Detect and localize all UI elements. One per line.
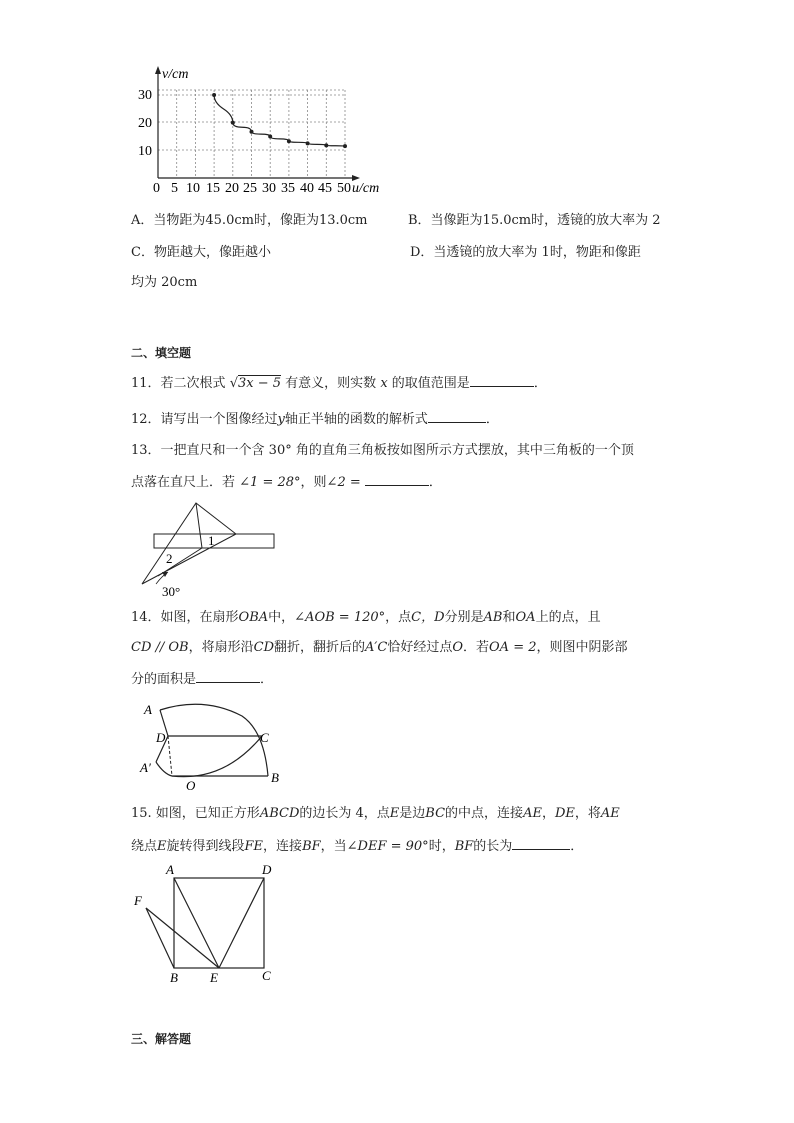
q14-angle: ∠AOB = 120° (294, 610, 386, 625)
q14-text: ．若 (463, 640, 490, 655)
q14-o: O (452, 640, 463, 655)
sector-arc-ab (160, 704, 268, 776)
q14-text: 上的点，且 (535, 610, 601, 625)
q12-end: ． (485, 412, 499, 427)
question-14-line1 (131, 608, 601, 628)
q14-text: 分别是 (444, 610, 484, 625)
q11-var: x (380, 376, 388, 391)
q12-answer-blank[interactable] (428, 408, 486, 423)
x-tick-10: 10 (186, 181, 200, 196)
seg-f-e (146, 908, 219, 968)
q15-text: 的中点，连接 (445, 806, 524, 821)
q12-text: 12．请写出一个图像经过 (131, 412, 278, 427)
q15-e2: E (157, 839, 167, 854)
q13-answer-blank[interactable] (365, 471, 429, 486)
q11-text-mid: 有意义，则实数 (285, 376, 377, 391)
q14-text: 14．如图，在扇形 (131, 610, 239, 625)
q14-text: ，点 (385, 610, 412, 625)
option-d-cont: 均为 20cm (131, 275, 198, 290)
q14-text: 翻折，翻折后的 (274, 640, 366, 655)
sector-figure (134, 696, 294, 796)
q15-text: ，将 (574, 806, 601, 821)
q14-text: 分的面积是 (131, 672, 197, 687)
x-tick-20: 20 (225, 181, 239, 196)
q11-text-post: 的取值范围是 (391, 376, 470, 391)
data-point-7 (343, 144, 347, 148)
q15-text: 旋转得到线段 (166, 839, 245, 854)
data-point-4 (287, 139, 291, 143)
data-point-6 (324, 143, 328, 147)
fig14-label-b: B (271, 770, 279, 785)
fig13-label-2: 2 (166, 551, 173, 566)
q15-square: ABCD (259, 806, 300, 821)
q15-answer-blank[interactable] (512, 835, 570, 850)
data-point-2 (250, 130, 254, 134)
fig15-label-b: B (170, 970, 178, 985)
question-14-line2 (131, 638, 628, 658)
x-tick-25: 25 (243, 181, 257, 196)
q15-ae: AE (523, 806, 542, 821)
q15-text: 绕点 (131, 839, 158, 854)
fig14-label-o: O (186, 778, 196, 793)
x-tick-45: 45 (318, 181, 332, 196)
x-tick-35: 35 (281, 181, 295, 196)
q12-text-post: 轴正半轴的函数的解析式 (284, 412, 428, 427)
q14-answer-blank[interactable] (196, 668, 260, 683)
q13-end: ． (428, 475, 442, 490)
q14-arc2: A′C (365, 640, 388, 655)
question-15-line2 (131, 835, 583, 857)
y-axis-label: v/cm (162, 67, 189, 82)
x-tick-40: 40 (300, 181, 314, 196)
q15-fe: FE (244, 839, 264, 854)
square-abcd (174, 878, 264, 968)
q13-angle1: ∠1 = 28° (239, 475, 301, 490)
folded-arc (156, 736, 262, 777)
q11-answer-blank[interactable] (470, 372, 534, 387)
seg-d-e (219, 878, 264, 968)
data-point-5 (306, 141, 310, 145)
q14-parallel: CD // OB (131, 640, 189, 655)
q13-angle2: ∠2 = (326, 475, 361, 490)
fig14-label-aprime: A′ (140, 760, 151, 775)
q15-de: DE (554, 806, 575, 821)
q15-text: 15. 如图，已知正方形 (131, 806, 260, 821)
option-b: B．当像距为15.0cm时，透镜的放大率为 2 (408, 213, 661, 228)
y-axis-arrow (155, 66, 161, 74)
seg-a-e (174, 878, 219, 968)
question-13-line2 (131, 471, 442, 493)
sqrt-sign: √ (229, 376, 238, 391)
q15-end: ． (570, 839, 584, 854)
option-a: A．当物距为45.0cm时，像距为13.0cm (131, 213, 368, 228)
lens-graph (130, 60, 400, 200)
option-c: C．物距越大，像距越小 (131, 245, 271, 260)
q14-end: ． (260, 672, 274, 687)
q15-text: 的边长为 4，点 (299, 806, 390, 821)
ruler-triangle-figure (138, 500, 283, 600)
fig15-label-a: A (166, 862, 174, 877)
q15-text: ， (541, 806, 555, 821)
q13-text: 点落在直尺上．若 (131, 475, 236, 490)
seg-f-b (146, 908, 174, 968)
q15-bf2: BF (454, 839, 474, 854)
q14-points: C，D (411, 610, 445, 625)
q14-text: 中， (268, 610, 295, 625)
triangle-inner (158, 548, 202, 576)
fig13-label-30: 30° (162, 584, 181, 599)
fig15-label-d: D (262, 862, 272, 877)
q14-text: 和 (502, 610, 516, 625)
option-d: D．当透镜的放大率为 1时，物距和像距 (410, 245, 641, 260)
fig14-label-d: D (156, 730, 166, 745)
x-axis-label: u/cm (352, 181, 380, 196)
fig15-label-f: F (134, 893, 142, 908)
q15-e: E (389, 806, 400, 821)
question-11 (131, 372, 547, 394)
question-15-line1 (131, 804, 620, 824)
x-tick-15: 15 (206, 181, 220, 196)
section-3-title: 三、解答题 (131, 1032, 192, 1046)
q14-oa: OA = 2 (489, 640, 537, 655)
seg-d-o-dashed (168, 736, 172, 776)
data-point-0 (212, 93, 216, 97)
q15-text: ，连接 (263, 839, 303, 854)
fig15-label-c: C (262, 968, 271, 983)
y-tick-30: 30 (138, 88, 152, 103)
q14-text: ，将扇形沿 (188, 640, 254, 655)
q15-text: ，当 (320, 839, 347, 854)
q14-text: ，则图中阴影部 (536, 640, 628, 655)
grid (158, 90, 345, 178)
q15-ae2: AE (600, 806, 620, 821)
radicand: 3x − 5 (237, 376, 282, 391)
square-figure (130, 860, 280, 985)
q15-text: 时， (428, 839, 455, 854)
q12-var: y (277, 412, 285, 427)
data-point-1 (231, 121, 235, 125)
q15-bf: BF (302, 839, 321, 854)
q15-bc: BC (425, 806, 446, 821)
origin-label: 0 (153, 181, 160, 196)
q11-end: ． (533, 376, 547, 391)
q14-arc: AB (483, 610, 503, 625)
section-2-title: 二、填空题 (131, 346, 192, 360)
question-14-line3 (131, 668, 273, 690)
data-point-3 (268, 135, 272, 139)
y-tick-20: 20 (138, 116, 152, 131)
q14-text: 恰好经过点 (387, 640, 453, 655)
fig14-label-c: C (260, 730, 269, 745)
q15-angle: ∠DEF = 90° (346, 839, 429, 854)
q14-seg: OA (515, 610, 536, 625)
x-tick-50: 50 (337, 181, 351, 196)
question-13-line1: 13．一把直尺和一个含 30° 角的直角三角板按如图所示方式摆放，其中三角板的一个顶 (131, 443, 634, 458)
fig13-label-1: 1 (208, 533, 215, 548)
question-12 (131, 408, 499, 430)
q14-sector: OBA (238, 610, 269, 625)
q13-mid: ，则 (300, 475, 327, 490)
q14-cd: CD (253, 640, 274, 655)
curve-line (214, 95, 345, 146)
q11-text: 11．若二次根式 (131, 376, 226, 391)
q15-text: 是边 (399, 806, 426, 821)
x-tick-5: 5 (171, 181, 178, 196)
q15-text: 的长为 (473, 839, 513, 854)
y-tick-10: 10 (138, 144, 152, 159)
x-tick-30: 30 (262, 181, 276, 196)
fig15-label-e: E (210, 970, 218, 985)
fig14-label-a: A (144, 702, 152, 717)
